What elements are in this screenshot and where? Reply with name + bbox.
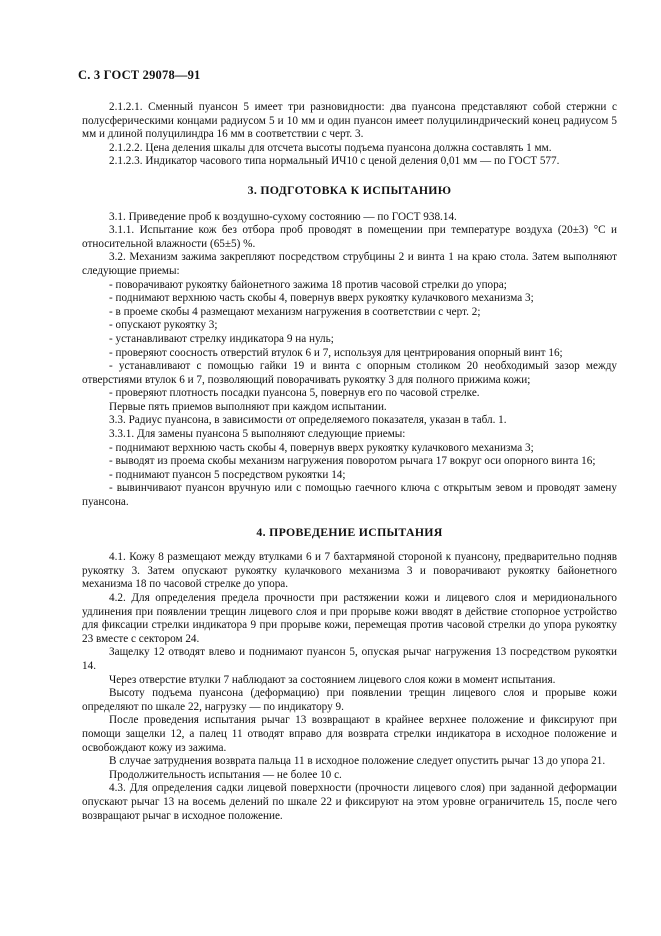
paragraph-4-2-after: После проведения испытания рычаг 13 возвращают в крайнее верхнее положение и фиксируют при помощи защелки 12, а палец 11 отводят вправо для возврата стрелки индикатора в исходное положение и освобождают кожу из зажима. [82, 714, 617, 754]
paragraph-3-1-1: 3.1.1. Испытание кож без отбора проб проводят в помещении при температуре воздуха (20±3) °С и относительной влажности (65±5) %. [82, 224, 617, 250]
list-item: - выводят из проема скобы механизм нагружения поворотом рычага 17 вокруг оси опорного винта 16; [109, 455, 596, 468]
paragraph-4-3: 4.3. Для определения садки лицевой поверхности (прочности лицевого слоя) при заданной деформации опускают рычаг 13 на восемь делений по шкале 22 и фиксируют на этом уровне ограничитель 15, после чего возвращают рычаг в исходное положение. [82, 782, 617, 822]
paragraph-3-1: 3.1. Приведение проб к воздушно-сухому состоянию — по ГОСТ 938.14. [109, 210, 457, 223]
list-item: - в проеме скобы 4 размещают механизм нагружения в соответствии с черт. 2; [109, 305, 481, 318]
paragraph-4-2-observe: Через отверстие втулки 7 наблюдают за состоянием лицевого слоя кожи в момент испытания. [109, 673, 556, 686]
paragraph-4-2-latch: Защелку 12 отводят влево и поднимают пуансон 5, опуская рычаг нагружения 13 посредством рукоятки 14. [82, 646, 617, 672]
paragraph-4-2-difficulty: В случае затруднения возврата пальца 11 в исходное положение следует опустить рычаг 13 до упора 21. [109, 755, 606, 768]
list-item: - поднимают верхнюю часть скобы 4, повернув вверх рукоятку кулачкового механизма 3; [109, 292, 534, 305]
list-item: - проверяют соосность отверстий втулок 6 и 7, используя для центрирования опорный винт 16; [109, 346, 563, 359]
list-item: - поднимают верхнюю часть скобы 4, повернув вверх рукоятку кулачкового механизма 3; [109, 441, 534, 454]
list-item: - опускают рукоятку 3; [109, 319, 218, 332]
paragraph-2-1-2-3: 2.1.2.3. Индикатор часового типа нормальный ИЧ10 с ценой деления 0,01 мм — по ГОСТ 577. [109, 155, 560, 168]
list-item: - поворачивают рукоятку байонетного зажима 18 против часовой стрелки до упора; [109, 278, 507, 291]
paragraph-3-3: 3.3. Радиус пуансона, в зависимости от определяемого показателя, указан в табл. 1. [109, 414, 507, 427]
paragraph-3-2: 3.2. Механизм зажима закрепляют посредством струбцины 2 и винта 1 на краю стола. Затем выполняют следующие приемы: [82, 251, 617, 277]
paragraph-2-1-2-2: 2.1.2.2. Цена деления шкалы для отсчета высоты подъема пуансона должна составлять 1 мм. [109, 141, 552, 154]
list-item: - проверяют плотность посадки пуансона 5, повернув его по часовой стрелке. [109, 387, 480, 400]
list-item: - вывинчивают пуансон вручную или с помощью гаечного ключа с открытым зевом и проводят замену пуансона. [82, 482, 617, 509]
section-4-heading: 4. ПРОВЕДЕНИЕ ИСПЫТАНИЯ [256, 524, 443, 539]
paragraph-4-2-duration: Продолжительность испытания — не более 10 с. [109, 768, 342, 781]
section-3-heading: 3. ПОДГОТОВКА К ИСПЫТАНИЮ [247, 182, 452, 197]
page-header: С. 3 ГОСТ 29078—91 [78, 68, 201, 82]
list-item: - поднимают пуансон 5 посредством рукоятки 14; [109, 468, 346, 481]
paragraph-2-1-2-1: 2.1.2.1. Сменный пуансон 5 имеет три разновидности: два пуансона представляют собой стержни с полусферическими концами радиусом 5 и 10 мм и один пуансон имеет полуцилиндрический конец радиусом 5 мм и длиной полуцилиндра 16 мм в соответствии с черт. 3. [82, 101, 617, 141]
paragraph-3-3-1: 3.3.1. Для замены пуансона 5 выполняют следующие приемы: [109, 428, 406, 441]
paragraph-4-1: 4.1. Кожу 8 размещают между втулками 6 и 7 бахтармяной стороной к пуансону, предварительно подняв рукоятку 3. Затем опускают рукоятку кулачкового механизма 3 и поворачивают рукоятку байонетного механизма 18 по часовой стрелке до упора. [82, 551, 617, 591]
paragraph-note: Первые пять приемов выполняют при каждом испытании. [109, 400, 387, 413]
paragraph-4-2: 4.2. Для определения предела прочности при растяжении кожи и лицевого слоя и меридионального удлинения при появлении трещин лицевого слоя и при прорыве кожи вводят в действие стопорное устройство для фиксации стрелки индикатора 9 при прорыве кожи, перемещая против часовой стрелки до упора рукоятку 23 вместе с сектором 24. [82, 592, 617, 645]
list-item: - устанавливают стрелку индикатора 9 на нуль; [109, 332, 334, 345]
document-body [82, 101, 617, 823]
list-item: - устанавливают с помощью гайки 19 и винта с опорным столиком 20 необходимый зазор между отверстиями втулок 6 и 7, позволяющий поворачивать рукоятку 3 для полного прижима кожи; [82, 360, 617, 386]
paragraph-4-2-height: Высоту подъема пуансона (деформацию) при появлении трещин лицевого слоя и прорыве кожи определяют по шкале 22, нагрузку — по индикатору 9. [82, 687, 617, 713]
